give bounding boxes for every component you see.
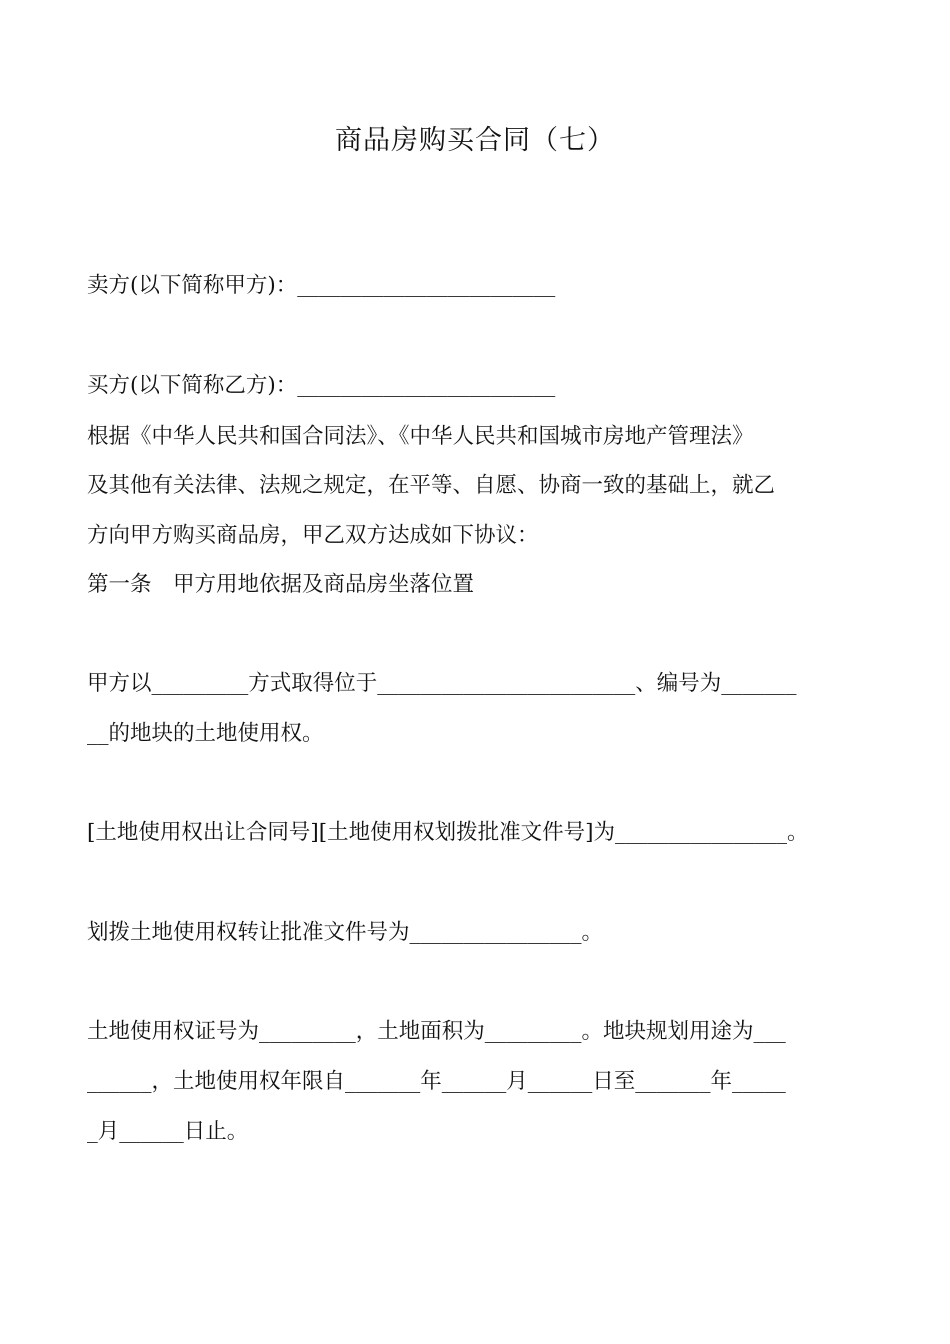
land-certificate-line-2: ______，土地使用权年限自_______年______月______日至_______年_____ — [87, 1069, 786, 1094]
preamble-line-3: 方向甲方购买商品房，甲乙双方达成如下协议： — [87, 523, 539, 548]
article-1-heading: 第一条 甲方用地依据及商品房坐落位置 — [87, 572, 475, 597]
land-source-line-2: __的地块的土地使用权。 — [87, 721, 324, 746]
preamble-line-2: 及其他有关法律、法规之规定，在平等、自愿、协商一致的基础上，就乙 — [87, 473, 776, 498]
document-title: 商品房购买合同（七） — [335, 125, 615, 156]
seller-line: 卖方(以下简称甲方)：________________________ — [87, 273, 556, 298]
land-certificate-line-3: _月______日止。 — [87, 1119, 249, 1144]
preamble-line-1: 根据《中华人民共和国合同法》、《中华人民共和国城市房地产管理法》 — [87, 424, 754, 449]
land-source-line-1: 甲方以_________方式取得位于________________________、编号为_______ — [87, 671, 797, 696]
contract-number-line: [土地使用权出让合同号][土地使用权划拨批准文件号]为________________。 — [87, 820, 809, 845]
land-certificate-line-1: 土地使用权证号为_________，土地面积为_________。地块规划用途为___ — [87, 1019, 786, 1044]
buyer-line: 买方(以下简称乙方)：________________________ — [87, 373, 556, 398]
transfer-approval-line: 划拨土地使用权转让批准文件号为________________。 — [87, 920, 604, 945]
